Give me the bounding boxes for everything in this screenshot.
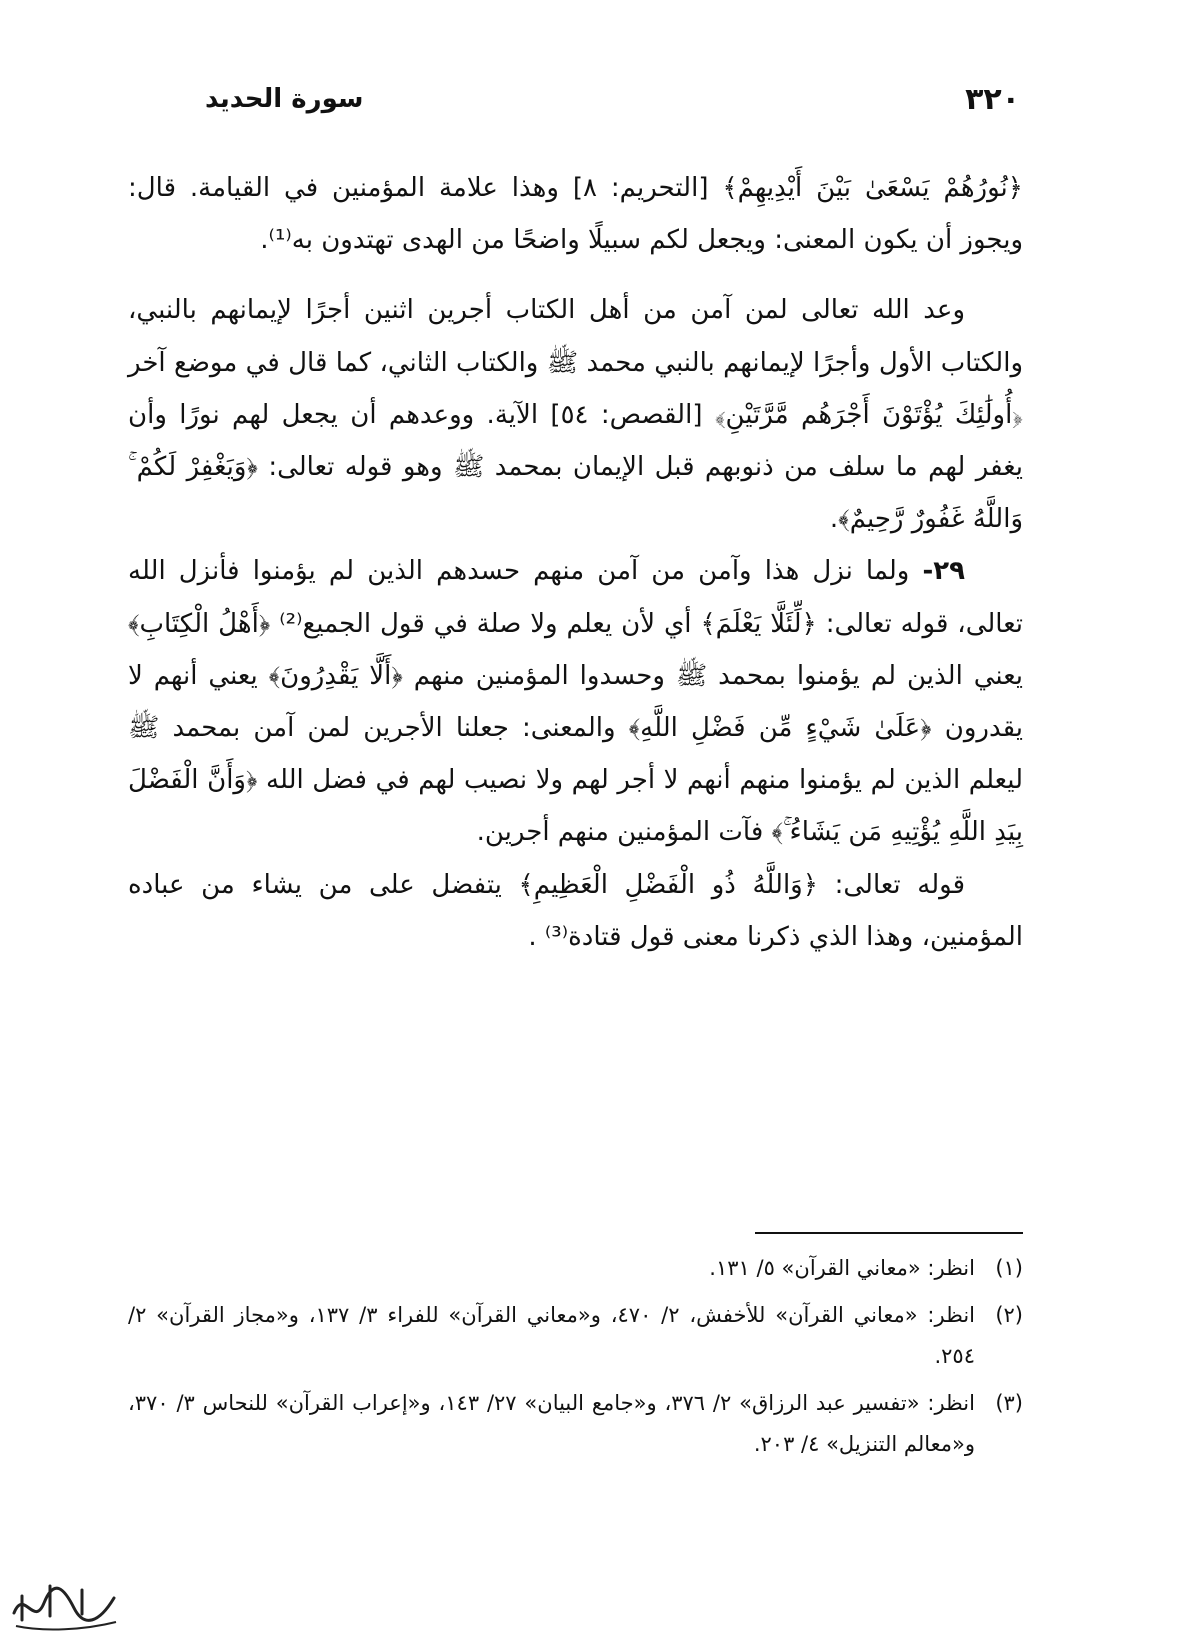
footnote-text: انظر: «معاني القرآن» للأخفش، ٢/ ٤٧٠، و«معاني القرآن» للفراء ٣/ ١٣٧، و«مجاز القرآن» ٢/ ٢٥٤. <box>128 1303 975 1368</box>
paragraph: قوله تعالى: ﴿وَاللَّهُ ذُو الْفَضْلِ الْعَظِيمِ﴾ يتفضل على من يشاء من عباده المؤمنين، وهذا الذي ذكرنا معنى قول قتادة⁽³⁾ . <box>128 869 1023 952</box>
paragraph-text: ولما نزل هذا وآمن من آمن منهم حسدهم الذين لم يؤمنوا فأنزل الله تعالى، قوله تعالى: ﴿لِّئَلَّا يَعْلَمَ﴾ أي لأن يعلم ولا صلة في قول الجميع⁽²⁾ ﴿أَهْلُ الْكِتَابِ﴾ يعني الذين لم يؤمنوا بمحمد ﷺ وحسدوا المؤمنين منهم ﴿أَلَّا يَقْدِرُونَ﴾ يعني أنهم لا يقدرون ﴿عَلَىٰ شَيْءٍ مِّن فَضْلِ اللَّهِ﴾ والمعنى: جعلنا الأجرين لمن آمن بمحمد ﷺ ليعلم الذين لم يؤمنوا منهم أنهم لا أجر لهم ولا نصيب لهم في فضل الله ﴿وَأَنَّ الْفَضْلَ بِيَدِ اللَّهِ يُؤْتِيهِ مَن يَشَاءُ ۚ﴾ فآت المؤمنين منهم أجرين. <box>128 556 1023 848</box>
footnote-text: انظر: «معاني القرآن» ٥/ ١٣١. <box>709 1256 975 1280</box>
paragraph: ﴿نُورُهُمْ يَسْعَىٰ بَيْنَ أَيْدِيهِمْ﴾ [التحريم: ٨] وهذا علامة المؤمنين في القيامة. قال: ويجوز أن يكون المعنى: ويجعل لكم سبيلًا واضحًا من الهدى تهتدون به⁽¹⁾. <box>128 173 1024 256</box>
page-header <box>205 82 1020 128</box>
footnote-number: (١) <box>995 1256 1023 1280</box>
paragraph-verse-29 <box>128 545 1023 858</box>
footnote <box>128 1248 1023 1289</box>
publisher-logo <box>4 1568 124 1638</box>
footnote-number: (٣) <box>995 1391 1023 1415</box>
surah-title: سورة الحديد <box>205 84 364 114</box>
footnote-number: (٢) <box>995 1303 1023 1327</box>
page-number: ٣٢٠ <box>965 82 1020 117</box>
verse-number: ٢٩- <box>922 556 966 587</box>
footnote <box>128 1383 1023 1465</box>
footnote-separator <box>755 1232 1023 1234</box>
paragraph: وعد الله تعالى لمن آمن من أهل الكتاب أجرين اثنين أجرًا لإيمانهم بالنبي، والكتاب الأول وأجرًا لإيمانهم بالنبي محمد ﷺ والكتاب الثاني، كما قال في موضع آخر ﴿أُولَٰئِكَ يُؤْتَوْنَ أَجْرَهُم مَّرَّتَيْنِ﴾ [القصص: ٥٤] الآية. ووعدهم أن يجعل لهم نورًا وأن يغفر لهم ما سلف من ذنوبهم قبل الإيمان بمحمد ﷺ وهو قوله تعالى: ﴿وَيَغْفِرْ لَكُمْ ۚ وَاللَّهُ غَفُورٌ رَّحِيمٌ﴾. <box>128 295 1023 535</box>
main-text <box>128 162 1023 963</box>
footnote <box>128 1295 1023 1377</box>
footnotes <box>128 1248 1023 1471</box>
footnote-text: انظر: «تفسير عبد الرزاق» ٢/ ٣٧٦، و«جامع البيان» ٢٧/ ١٤٣، و«إعراب القرآن» للنحاس ٣/ ٣٧٠، و«معالم التنزيل» ٤/ ٢٠٣. <box>128 1391 975 1456</box>
